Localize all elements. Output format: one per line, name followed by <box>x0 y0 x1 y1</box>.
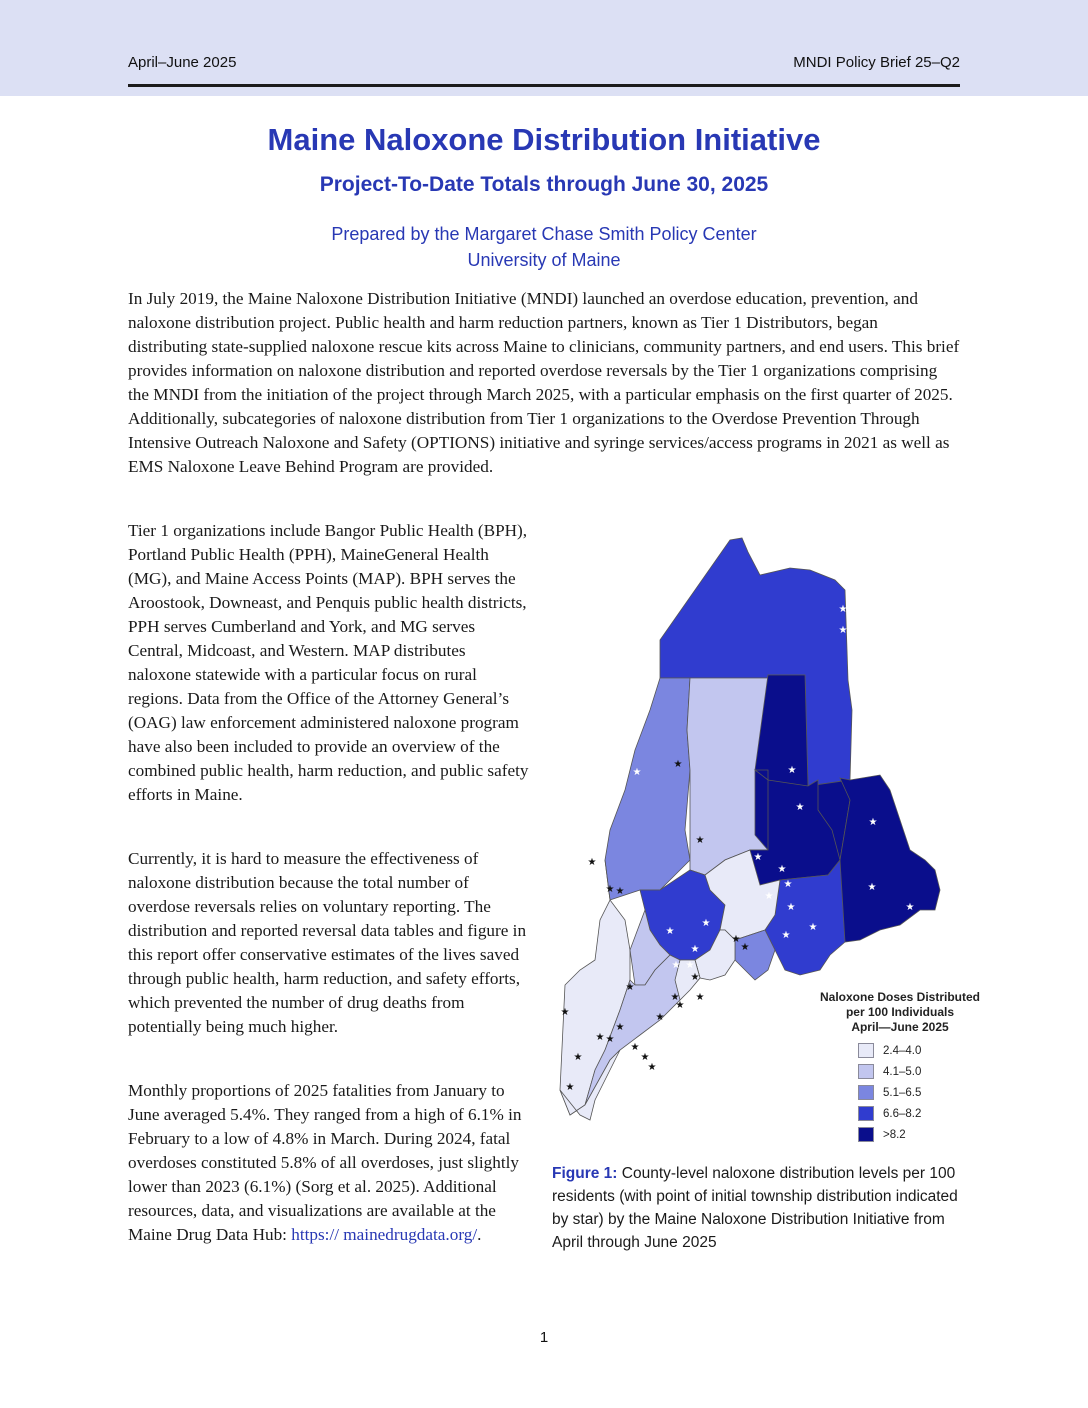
legend-item <box>858 1103 990 1124</box>
township-star-icon: ★ <box>615 1022 625 1033</box>
township-star-icon: ★ <box>781 930 791 941</box>
legend-label: >8.2 <box>883 1128 906 1141</box>
tier1-paragraph: Tier 1 organizations include Bangor Public Health (BPH), Portland Public Health (PPH), MaineGeneral Health (MG), and Maine Access Points (MAP). BPH serves the Aroostook, Downeast, and Penquis public health districts, PPH serves Cumberland and York, and MG serves Central, Midcoast, and Western. MAP distributes naloxone statewide with a particular focus on rural regions. Data from the Office of the Attorney General’s (OAG) law enforcement administered naloxone program have also been included to provide an overview of the combined public health, harm reduction, and public safety efforts in Maine. <box>128 521 529 804</box>
township-star-icon: ★ <box>690 972 700 983</box>
township-star-icon: ★ <box>655 1012 665 1023</box>
legend-item <box>858 1082 990 1103</box>
township-star-icon: ★ <box>764 891 774 902</box>
township-star-icon: ★ <box>838 625 848 636</box>
township-star-icon: ★ <box>630 1042 640 1053</box>
township-star-icon: ★ <box>731 934 741 945</box>
page-number: 1 <box>539 1329 549 1346</box>
prepared-by-line2: University of Maine <box>467 250 621 270</box>
township-star-icon: ★ <box>740 942 750 953</box>
township-star-icon: ★ <box>867 882 877 893</box>
legend-label: 5.1–6.5 <box>883 1086 922 1099</box>
map-legend <box>810 990 990 1145</box>
township-star-icon: ★ <box>853 704 863 715</box>
township-star-icon: ★ <box>685 960 695 971</box>
drug-data-hub-link[interactable]: https:// mainedrugdata.org/ <box>291 1225 478 1244</box>
township-star-icon: ★ <box>690 944 700 955</box>
township-star-icon: ★ <box>605 1034 615 1045</box>
township-star-icon: ★ <box>647 1062 657 1073</box>
legend-title <box>810 990 990 1035</box>
figure-caption-text: County-level naloxone distribution levels per 100 residents (with point of initial township distribution indicated by star) by the Maine Naloxone Distribution Initiative from April through June 2025 <box>552 1165 958 1251</box>
township-star-icon: ★ <box>640 1052 650 1063</box>
township-star-icon: ★ <box>595 1032 605 1043</box>
township-star-icon: ★ <box>632 767 642 778</box>
township-star-icon: ★ <box>587 857 597 868</box>
header-date-range: April–June 2025 <box>128 54 237 71</box>
township-star-icon: ★ <box>838 604 848 615</box>
legend-item <box>858 1061 990 1082</box>
township-star-icon: ★ <box>783 879 793 890</box>
township-star-icon: ★ <box>753 852 763 863</box>
township-star-icon: ★ <box>665 926 675 937</box>
legend-items <box>810 1040 990 1145</box>
fatalities-text: Monthly proportions of 2025 fatalities from January to June averaged 5.4%. They ranged from a high of 6.1% in February to a low of 4.8% in March. During 2024, fatal overdoses constituted 5.8% of all overdoses, just slightly lower than 2023 (6.1%) (Sorg et al. 2025). Additional resources, data, and visualizations are available at the Maine Drug Data Hub: <box>128 1081 522 1244</box>
legend-swatch <box>858 1043 874 1058</box>
township-star-icon: ★ <box>795 802 805 813</box>
legend-swatch <box>858 1064 874 1079</box>
township-star-icon: ★ <box>701 918 711 929</box>
intro-paragraph: In July 2019, the Maine Naloxone Distribution Initiative (MNDI) launched an overdose education, prevention, and naloxone distribution project. Public health and harm reduction partners, known as Tier 1 Distributors, began distributing state-supplied naloxone rescue kits across Maine to clinicians, community partners, and end users. This brief provides information on naloxone distribution and reported overdose reversals by the Tier 1 organizations comprising the MNDI from the initiation of the project through March 2025, with a particular emphasis on the first quarter of 2025. Additionally, subcategories of naloxone distribution from Tier 1 organizations to the Overdose Prevention Through Intensive Outreach Naloxone and Safety (OPTIONS) initiative and syringe services/access programs in 2021 as well as EMS Naloxone Leave Behind Program are provided. <box>128 289 960 476</box>
legend-item <box>858 1124 990 1145</box>
effectiveness-paragraph: Currently, it is hard to measure the effectiveness of naloxone distribution because the total number of overdose reversals relies on voluntary reporting. The distribution and reported reversal data tables and figure in this report offer conservative estimates of the lives saved through public health, harm reduction, and safety efforts, which prevented the number of drug deaths from potentially being much higher. <box>128 849 527 1036</box>
legend-swatch <box>858 1127 874 1142</box>
township-star-icon: ★ <box>808 922 818 933</box>
township-star-icon: ★ <box>695 835 705 846</box>
legend-label: 4.1–5.0 <box>883 1065 922 1078</box>
township-star-icon: ★ <box>560 1007 570 1018</box>
township-star-icon: ★ <box>605 884 615 895</box>
township-star-icon: ★ <box>695 992 705 1003</box>
township-star-icon: ★ <box>786 902 796 913</box>
county-franklin <box>605 678 690 900</box>
township-star-icon: ★ <box>675 1000 685 1011</box>
header-band <box>0 0 1088 96</box>
document-title: Maine Naloxone Distribution Initiative <box>267 122 821 157</box>
township-star-icon: ★ <box>777 864 787 875</box>
figure-caption <box>552 1162 964 1254</box>
township-star-icon: ★ <box>670 992 680 1003</box>
header-divider <box>128 84 960 87</box>
township-star-icon: ★ <box>615 886 625 897</box>
legend-title-line3: April—June 2025 <box>851 1020 949 1034</box>
fatalities-paragraph <box>128 1079 530 1247</box>
township-star-icon: ★ <box>625 982 635 993</box>
township-star-icon: ★ <box>573 1052 583 1063</box>
township-star-icon: ★ <box>905 902 915 913</box>
township-star-icon: ★ <box>815 554 825 565</box>
township-star-icon: ★ <box>787 765 797 776</box>
prepared-by <box>0 221 1088 273</box>
fatalities-end: . <box>477 1225 482 1244</box>
legend-title-line2: per 100 Individuals <box>845 1005 955 1019</box>
township-star-icon: ★ <box>565 1082 575 1093</box>
legend-swatch <box>858 1106 874 1121</box>
header-brief-id: MNDI Policy Brief 25–Q2 <box>793 54 960 71</box>
legend-label: 2.4–4.0 <box>883 1044 922 1057</box>
township-star-icon: ★ <box>868 817 878 828</box>
township-star-icon: ★ <box>673 759 683 770</box>
township-star-icon: ★ <box>671 960 681 971</box>
figure-label: Figure 1: <box>552 1165 618 1182</box>
county-washington <box>835 775 940 942</box>
legend-item <box>858 1040 990 1061</box>
document-subtitle: Project-To-Date Totals through June 30, 2025 <box>319 173 769 196</box>
prepared-by-line1: Prepared by the Margaret Chase Smith Policy Center <box>331 224 757 244</box>
legend-title-line1: Naloxone Doses Distributed <box>819 990 981 1004</box>
legend-swatch <box>858 1085 874 1100</box>
legend-label: 6.6–8.2 <box>883 1107 922 1120</box>
